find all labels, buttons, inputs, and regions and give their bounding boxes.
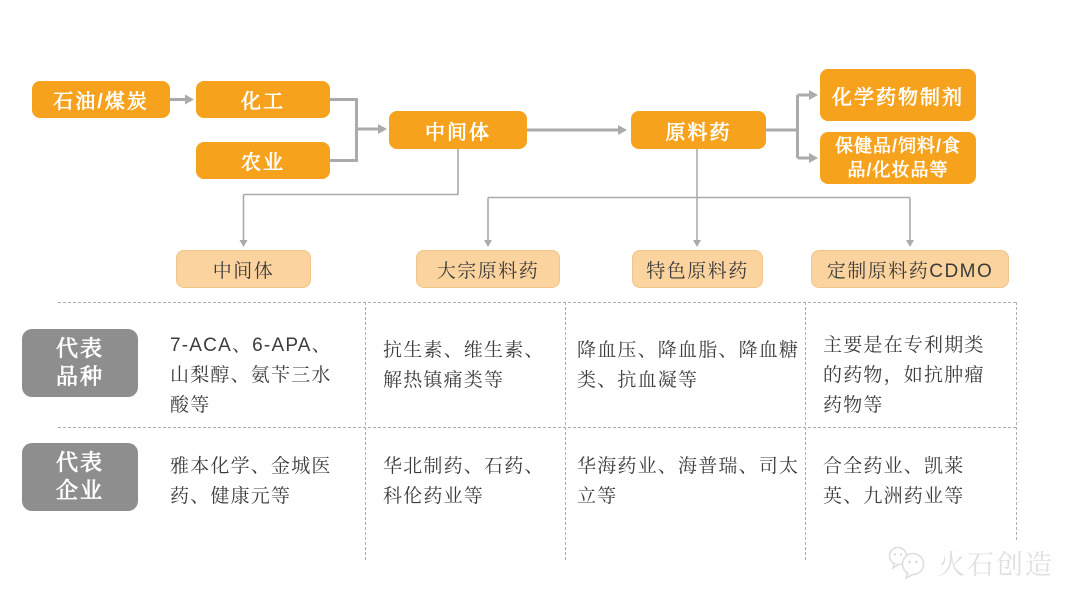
cell-companies-cdmo: 合全药业、凯莱英、九洲药业等: [823, 456, 965, 507]
category-bulk-api: 大宗原料药: [416, 250, 560, 288]
category-custom-api-cdmo: 定制原料药CDMO: [811, 250, 1009, 288]
row-header-representative-companies: [22, 443, 138, 511]
table-middle-line: [58, 427, 1016, 428]
watermark-brand: 火石创造: [938, 550, 1054, 580]
row-header-representative-varieties: [22, 329, 138, 397]
cell-varieties-bulk-api: 抗生素、维生素、解热镇痛类等: [383, 340, 545, 391]
cell-companies-intermediates: 雅本化学、金城医药、健康元等: [170, 456, 332, 507]
table-divider-1: [365, 302, 366, 560]
table-divider-2: [565, 302, 566, 560]
wechat-icon: [886, 545, 932, 581]
watermark: [886, 543, 1054, 582]
node-health-products: 保健品/饲料/食品/化妆品等: [820, 132, 976, 184]
category-intermediates: 中间体: [176, 250, 311, 288]
table-divider-3: [805, 302, 806, 560]
cell-companies-bulk-api: 华北制药、石药、科伦药业等: [383, 456, 545, 507]
node-chemical-preparations: 化学药物制剂: [820, 69, 976, 121]
node-intermediates: 中间体: [389, 111, 527, 149]
row-header-label: 代表企业: [55, 450, 104, 503]
node-chemical-industry: 化工: [196, 81, 330, 118]
table-right-line: [1016, 302, 1017, 540]
cell-varieties-cdmo: 主要是在专利期类的药物，如抗肿瘤药物等: [823, 335, 985, 416]
node-api: 原料药: [631, 111, 766, 149]
node-petroleum-coal: 石油/煤炭: [32, 81, 170, 118]
table-top-line: [58, 302, 1016, 303]
cell-varieties-specialty-api: 降血压、降血脂、降血糖类、抗血凝等: [577, 340, 800, 391]
cell-varieties-intermediates: 7-ACA、6-APA、山梨醇、氨苄三水酸等: [170, 335, 332, 416]
category-specialty-api: 特色原料药: [632, 250, 763, 288]
cell-companies-specialty-api: 华海药业、海普瑞、司太立等: [577, 456, 800, 507]
row-header-label: 代表品种: [55, 336, 104, 389]
node-agriculture: 农业: [196, 142, 330, 179]
